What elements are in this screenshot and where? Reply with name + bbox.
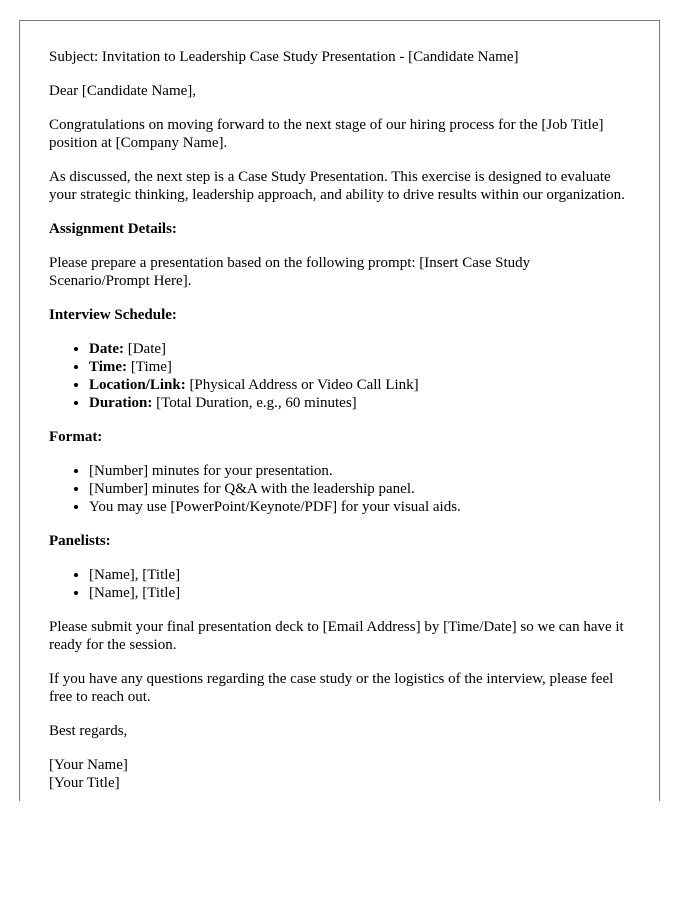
schedule-value: [Total Duration, e.g., 60 minutes] — [152, 395, 357, 411]
schedule-value: [Time] — [127, 359, 172, 375]
assignment-text: Please prepare a presentation based on the following prompt: [Insert Case Study Scenario/Prompt Here]. — [49, 255, 531, 289]
schedule-item-date — [89, 340, 631, 358]
format-item: • You may use [PowerPoint/Keynote/PDF] for your visual aids. — [89, 498, 631, 516]
subject-line: Subject: Invitation to Leadership Case Study Presentation - [Candidate Name] — [49, 49, 519, 65]
panelists-heading: Panelists: — [49, 533, 111, 549]
signature-title: [Your Title] — [49, 775, 120, 791]
intro-paragraph: Congratulations on moving forward to the next stage of our hiring process for the [Job Title] position at [Company Name]. — [49, 117, 604, 151]
signature-block — [49, 756, 631, 792]
schedule-value: [Date] — [123, 341, 167, 357]
format-item: • [Number] minutes for your presentation. — [89, 462, 631, 480]
submission-paragraph: Please submit your final presentation deck to [Email Address] by [Time/Date] so we can have it ready for the session. — [49, 619, 624, 653]
letter-body — [20, 21, 659, 792]
questions-paragraph: If you have any questions regarding the case study or the logistics of the interview, please feel free to reach out. — [49, 671, 614, 705]
greeting: Dear [Candidate Name], — [49, 83, 197, 99]
schedule-label: Time: — [89, 359, 128, 375]
format-heading: Format: — [49, 429, 103, 445]
format-list — [49, 462, 631, 516]
closing: Best regards, — [49, 723, 128, 739]
letter-container — [19, 20, 660, 801]
panelist-item: • [Name], [Title] — [89, 584, 631, 602]
schedule-item-duration — [89, 394, 631, 412]
format-item: • [Number] minutes for Q&A with the leadership panel. — [89, 480, 631, 498]
schedule-heading: Interview Schedule: — [49, 307, 177, 323]
signature-name: [Your Name] — [49, 757, 128, 773]
schedule-label: Duration: — [89, 395, 153, 411]
schedule-label: Date: — [89, 341, 124, 357]
schedule-list — [49, 340, 631, 412]
panelists-list — [49, 566, 631, 602]
schedule-item-time — [89, 358, 631, 376]
panelist-item: • [Name], [Title] — [89, 566, 631, 584]
schedule-label: Location/Link: — [89, 377, 186, 393]
schedule-item-location — [89, 376, 631, 394]
schedule-value: [Physical Address or Video Call Link] — [185, 377, 419, 393]
discussion-paragraph: As discussed, the next step is a Case Study Presentation. This exercise is designed to evaluate your strategic thinking, leadership approach, and ability to drive results within our organization. — [49, 169, 625, 203]
assignment-heading: Assignment Details: — [49, 221, 177, 237]
